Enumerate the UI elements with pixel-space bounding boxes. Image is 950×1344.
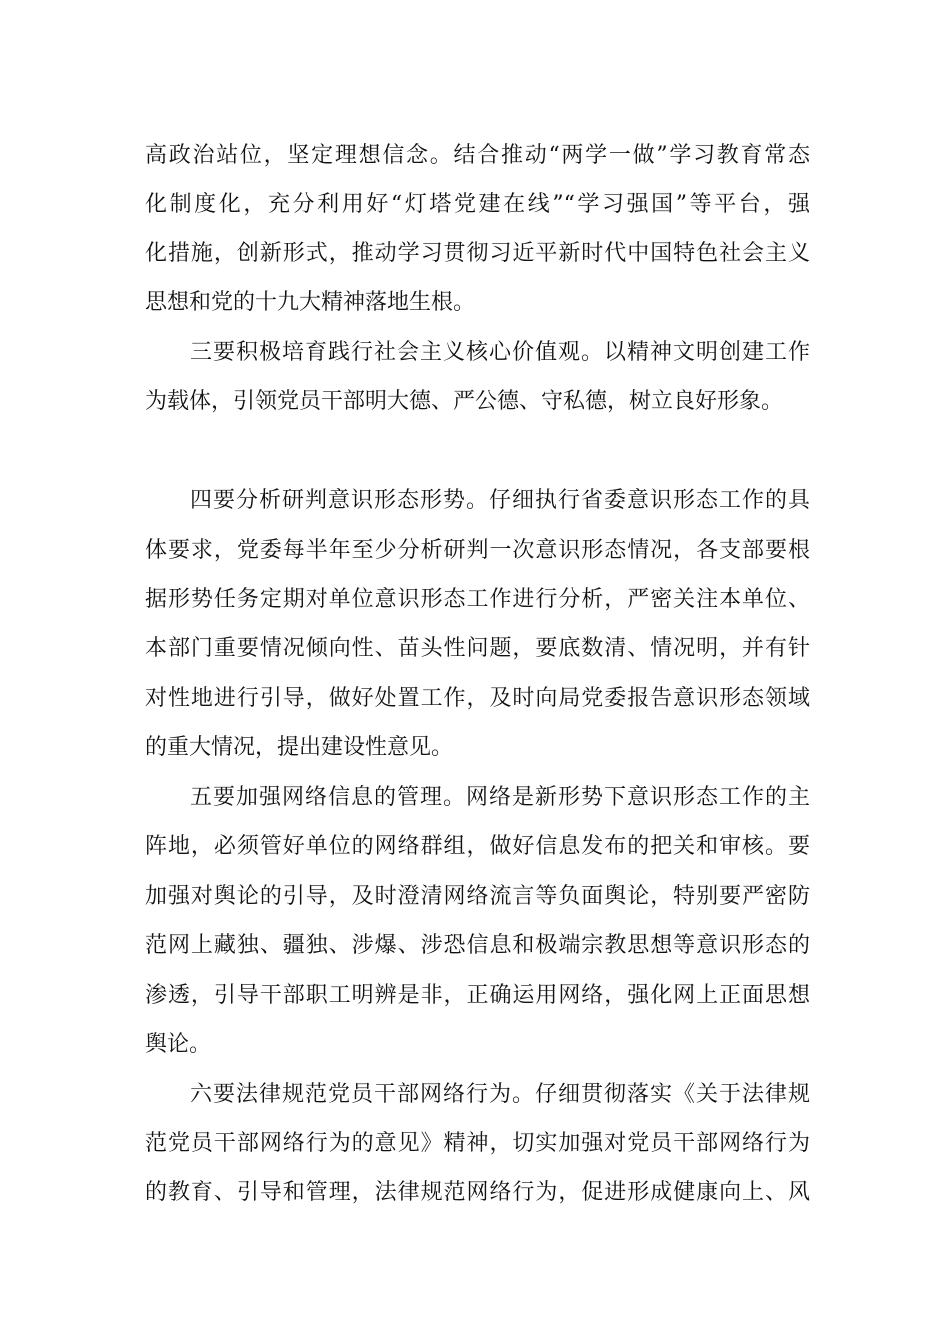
paragraph-4-line-4: 范网上藏独、疆独、涉爆、涉恐信息和极端宗教思想等意识形态的 <box>145 933 810 958</box>
paragraph-5-line-3: 的教育、引导和管理，法律规范网络行为，促进形成健康向上、风 <box>145 1180 810 1205</box>
paragraph-2-line-2: 为载体，引领党员干部明大德、严公德、守私德，树立良好形象。 <box>145 389 784 414</box>
paragraph-2-line-1: 三要积极培育践行社会主义核心价值观。以精神文明创建工作 <box>190 340 810 365</box>
paragraph-1-line-1: 高政治站位，坚定理想信念。结合推动“两学一做”学习教育常态 <box>145 143 810 168</box>
paragraph-4-line-5: 渗透，引导干部职工明辨是非，正确运用网络，强化网上正面思想 <box>145 983 810 1008</box>
paragraph-1-line-3: 化措施，创新形式，推动学习贯彻习近平新时代中国特色社会主义 <box>145 241 810 266</box>
paragraph-3-line-1: 四要分析研判意识形态形势。仔细执行省委意识形态工作的具 <box>190 488 810 513</box>
paragraph-4-line-2: 阵地，必须管好单位的网络群组，做好信息发布的把关和审核。要 <box>145 834 810 859</box>
paragraph-3-line-5: 对性地进行引导，做好处置工作，及时向局党委报告意识形态领域 <box>145 686 810 711</box>
paragraph-3-line-4: 本部门重要情况倾向性、苗头性问题，要底数清、情况明，并有针 <box>145 636 810 661</box>
paragraph-3-line-2: 体要求，党委每半年至少分析研判一次意识形态情况，各支部要根 <box>145 538 810 563</box>
paragraph-5-line-1: 六要法律规范党员干部网络行为。仔细贯彻落实《关于法律规 <box>190 1082 810 1107</box>
paragraph-3-line-3: 据形势任务定期对单位意识形态工作进行分析，严密关注本单位、 <box>145 587 810 612</box>
paragraph-4-line-3: 加强对舆论的引导，及时澄清网络流言等负面舆论，特别要严密防 <box>145 884 810 909</box>
paragraph-4-line-6: 舆论。 <box>145 1032 212 1057</box>
paragraph-4-line-1: 五要加强网络信息的管理。网络是新形势下意识形态工作的主 <box>190 785 810 810</box>
paragraph-1-line-4: 思想和党的十九大精神落地生根。 <box>145 290 476 315</box>
paragraph-3-line-6: 的重大情况，提出建设性意见。 <box>145 735 454 760</box>
paragraph-1-line-2: 化制度化，充分利用好“灯塔党建在线”“学习强国”等平台，强 <box>145 192 810 217</box>
paragraph-5-line-2: 范党员干部网络行为的意见》精神，切实加强对党员干部网络行为 <box>145 1131 810 1156</box>
